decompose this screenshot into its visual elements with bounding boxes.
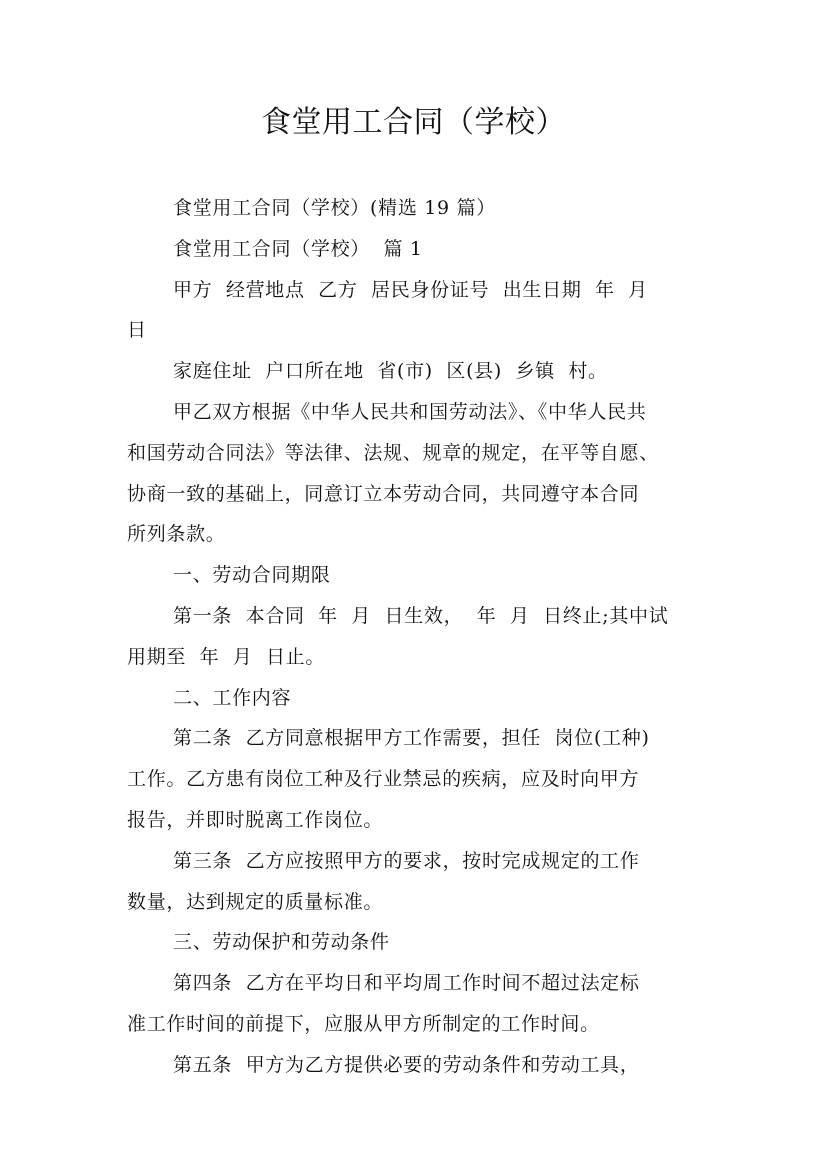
paragraph-subtitle: [127, 188, 702, 229]
text-line: 数量，达到规定的质量标准。: [127, 890, 384, 913]
text-line: 工作。乙方患有岗位工种及行业禁忌的疾病，应及时向甲方: [127, 768, 640, 791]
document-title: 食堂用工合同（学校）: [261, 105, 566, 140]
text-line: 日: [127, 319, 147, 342]
text-line: 第一条 本合同 年 月 日生效， 年 月 日终止;其中试: [173, 604, 669, 627]
document-body: [127, 188, 702, 1086]
paragraph-heading-term: [127, 555, 702, 596]
text-line: 第五条 甲方为乙方提供必要的劳动条件和劳动工具，: [173, 1053, 640, 1076]
paragraph-heading-protection: [127, 922, 702, 963]
text-line: 和国劳动合同法》等法律、法规、规章的规定，在平等自愿、: [127, 441, 659, 464]
text-line: 第二条 乙方同意根据甲方工作需要，担任 岗位(工种): [173, 727, 650, 750]
text-line: 食堂用工合同（学校） 篇 1: [173, 237, 423, 260]
paragraph-article-3: [127, 841, 702, 923]
paragraph-section-heading: [127, 229, 702, 270]
paragraph-address: [127, 351, 702, 392]
paragraph-article-5: [127, 1045, 702, 1086]
paragraph-article-4: [127, 963, 702, 1045]
text-line: 用期至 年 月 日止。: [127, 645, 326, 668]
paragraph-article-2: [127, 718, 702, 840]
paragraph-basis: [127, 392, 702, 555]
text-line: 甲乙双方根据《中华人民共和国劳动法》、《中华人民共: [173, 400, 647, 423]
text-line: 家庭住址 户口所在地 省(市) 区(县) 乡镇 村。: [173, 360, 608, 383]
paragraph-party-info: [127, 270, 702, 352]
text-line: 准工作时间的前提下，应服从甲方所制定的工作时间。: [127, 1012, 600, 1035]
text-line: 一、劳动合同期限: [173, 564, 331, 587]
paragraph-article-1: [127, 596, 702, 678]
text-line: 协商一致的基础上，同意订立本劳动合同，共同遵守本合同: [127, 482, 640, 505]
text-line: 所列条款。: [127, 523, 226, 546]
text-line: 食堂用工合同（学校）(精选 19 篇）: [173, 197, 496, 219]
text-line: 二、工作内容: [173, 686, 292, 709]
text-line: 三、劳动保护和劳动条件: [173, 931, 390, 954]
text-line: 报告，并即时脱离工作岗位。: [127, 808, 384, 831]
text-line: 第四条 乙方在平均日和平均周工作时间不超过法定标: [173, 972, 640, 995]
text-line: 第三条 乙方应按照甲方的要求，按时完成规定的工作: [173, 849, 640, 872]
text-line: 甲方 经营地点 乙方 居民身份证号 出生日期 年 月: [173, 278, 648, 301]
paragraph-heading-work: [127, 678, 702, 719]
